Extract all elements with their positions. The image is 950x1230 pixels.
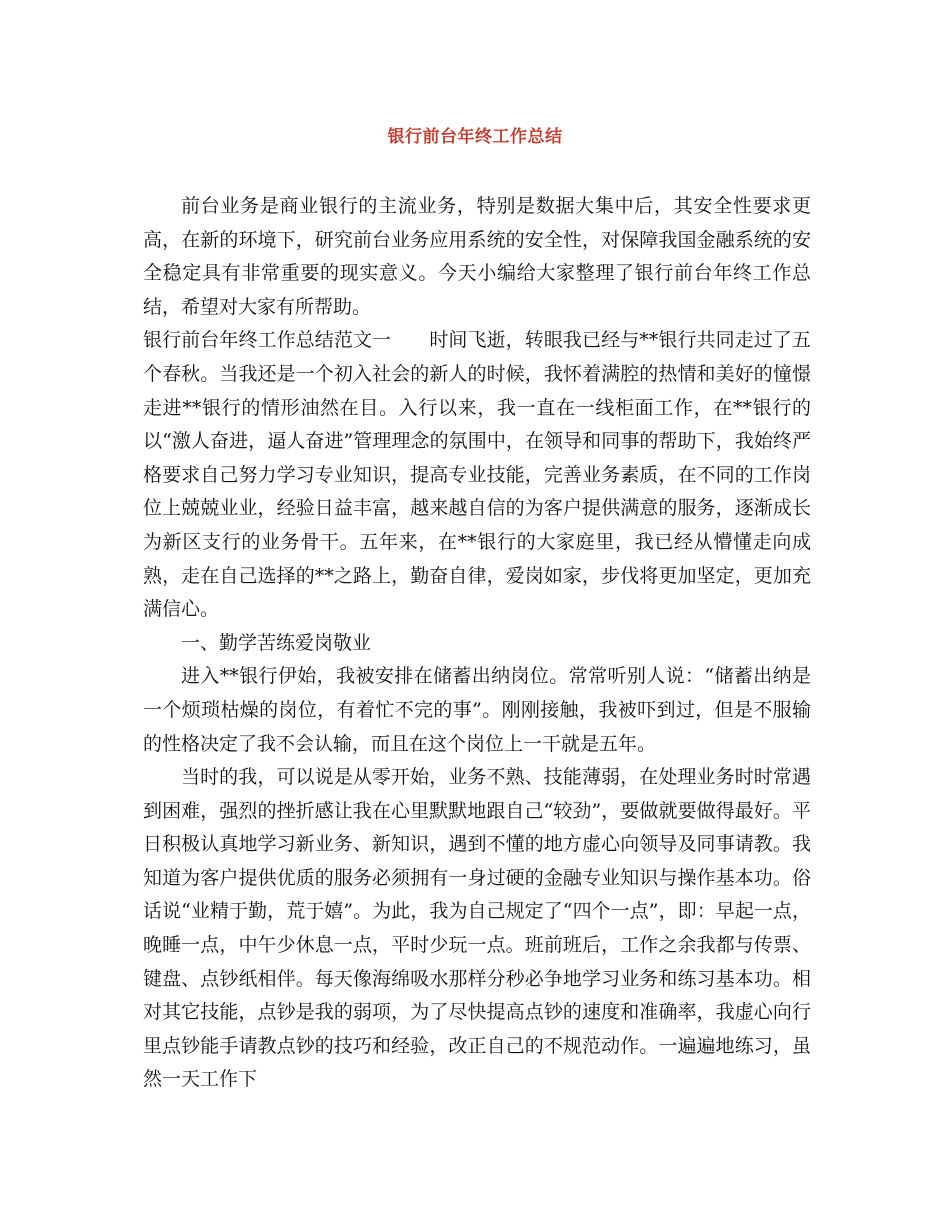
section-heading: 一、勤学苦练爱岗敬业 — [181, 631, 372, 654]
body-paragraph: 进入**银行伊始，我被安排在储蓄出纳岗位。常常听别人说：“储蓄出纳是一个烦琐枯燥的岗位，有着忙不完的事”。刚刚接触，我被吓到过，但是不服输的性格决定了我不会认输，而且在这个岗位上一干就是五年。 — [143, 665, 811, 755]
intro-paragraph: 前台业务是商业银行的主流业务，特别是数据大集中后，其安全性要求更高，在新的环境下，研究前台业务应用系统的安全性，对保障我国金融系统的安全稳定具有非常重要的现实意义。今天小编给大家整理了银行前台年终工作总结，希望对大家有所帮助。 — [143, 195, 811, 318]
document-title: 银行前台年终工作总结 — [387, 127, 563, 147]
sample-one-paragraph: 银行前台年终工作总结范文一 时间飞逝，转眼我已经与**银行共同走过了五个春秋。当我还是一个初入社会的新人的时候，我怀着满腔的热情和美好的憧憬走进**银行的情形油然在目。入行以来，我一直在一线柜面工作，在**银行的以“激人奋进，逼人奋进”管理理念的氛围中，在领导和同事的帮助下，我始终严格要求自己努力学习专业知识，提高专业技能，完善业务素质，在不同的工作岗位上兢兢业业，经验日益丰富，越来越自信的为客户提供满意的服务，逐渐成长为新区支行的业务骨干。五年来，在**银行的大家庭里，我已经从懵懂走向成熟，走在自己选择的**之路上，勤奋自律，爱岗如家，步伐将更加坚定，更加充满信心。 — [143, 329, 811, 621]
body-paragraph: 当时的我，可以说是从零开始，业务不熟、技能薄弱，在处理业务时时常遇到困难，强烈的挫折感让我在心里默默地跟自己“较劲”，要做就要做得最好。平日积极认真地学习新业务、新知识，遇到不懂的地方虚心向领导及同事请教。我知道为客户提供优质的服务必须拥有一身过硬的金融专业知识与操作基本功。俗话说“业精于勤，荒于嬉”。为此，我为自己规定了“四个一点”，即：早起一点，晚睡一点，中午少休息一点，平时少玩一点。班前班后，工作之余我都与传票、键盘、点钞纸相伴。每天像海绵吸水那样分秒必争地学习业务和练习基本功。相对其它技能，点钞是我的弱项，为了尽快提高点钞的速度和准确率，我虚心向行里点钞能手请教点钞的技巧和经验，改正自己的不规范动作。一遍遍地练习，虽然一天工作下 — [143, 766, 811, 1091]
document-body — [143, 190, 811, 1097]
